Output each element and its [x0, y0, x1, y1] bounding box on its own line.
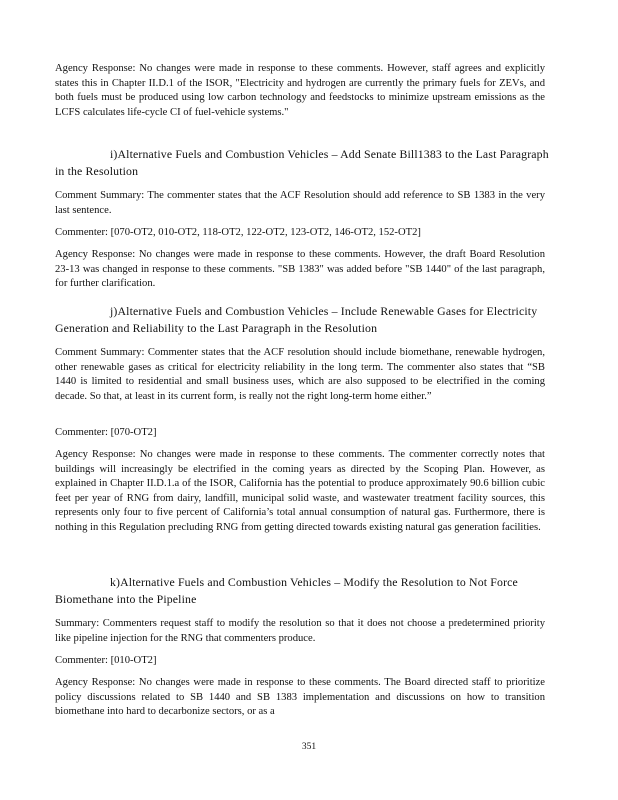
section-heading-k-text: k)Alternative Fuels and Combustion Vehicles – Modify the Resolution to Not Force Biomethane into the Pipeline	[55, 575, 518, 606]
section-heading-i-text: i)Alternative Fuels and Combustion Vehicles – Add Senate Bill1383 to the Last Paragraph in the Resolution	[55, 147, 549, 178]
agency-response-paragraph: Agency Response: No changes were made in response to these comments. However, the draft Board Resolution 23-13 was changed in response to these comments. "SB 1383" was added before "SB 1440" of the last paragraph, for further clarification.	[55, 249, 545, 290]
commenter-list: Commenter: [070-OT2]	[55, 427, 157, 438]
comment-summary-paragraph: Comment Summary: Commenter states that the ACF resolution should include biomethane, renewable hydrogen, other renewable gases as critical for electricity reliability in the long term. The commenter also states that “SB 1440 is limited to residential and small business uses, which are also supposed to be electrified in the coming decade. So that, at least in its current form, is really not the right long-term home either.”	[55, 347, 545, 402]
section-heading-j-text: j)Alternative Fuels and Combustion Vehicles – Include Renewable Gases for Electricity Generation and Reliability to the Last Paragraph in the Resolution	[55, 304, 538, 335]
page-number: 351	[301, 742, 317, 752]
agency-response-paragraph: Agency Response: No changes were made in response to these comments. The Board directed staff to prioritize policy discussions related to SB 1440 and SB 1383 implementation and discussions on how to transition biomethane into hard to decarbonize sectors, or as a	[55, 677, 545, 718]
agency-response-paragraph: Agency Response: No changes were made in response to these comments. However, staff agrees and explicitly states this in Chapter II.D.1 of the ISOR, "Electricity and hydrogen are currently the primary fuels for ZEVs, and both fuels must be produced using low carbon technology and feedstocks to minimize upstream emissions as the LCFS calculates life-cycle CI of fuel-vehicle systems."	[55, 63, 545, 118]
section-heading-k	[55, 574, 550, 607]
agency-response-paragraph: Agency Response: No changes were made in response to these comments. The commenter correctly notes that buildings will increasingly be electrified in the coming years as directed by the Scoping Plan. However, as explained in Chapter II.D.1.a of the ISOR, California has the potential to produce approximately 90.6 billion cubic feet per year of RNG from dairy, landfill, municipal solid waste, and wastewater treatment facility sources, this represents only four to five percent of California’s total annual consumption of natural gas. Furthermore, there is nothing in this Regulation precluding RNG from getting directed towards existing natural gas generation facilities.	[55, 449, 545, 533]
summary-paragraph: Summary: Commenters request staff to modify the resolution so that it does not choose a predetermined priority like pipeline injection for the RNG that commenters produce.	[55, 618, 545, 644]
comment-summary-paragraph: Comment Summary: The commenter states that the ACF Resolution should add reference to SB 1383 in the very last sentence.	[55, 190, 545, 216]
commenter-list: Commenter: [010-OT2]	[55, 655, 157, 666]
commenter-list: Commenter: [070-OT2, 010-OT2, 118-OT2, 122-OT2, 123-OT2, 146-OT2, 152-OT2]	[55, 227, 421, 238]
section-heading-i	[55, 146, 550, 179]
section-heading-j	[55, 303, 550, 336]
